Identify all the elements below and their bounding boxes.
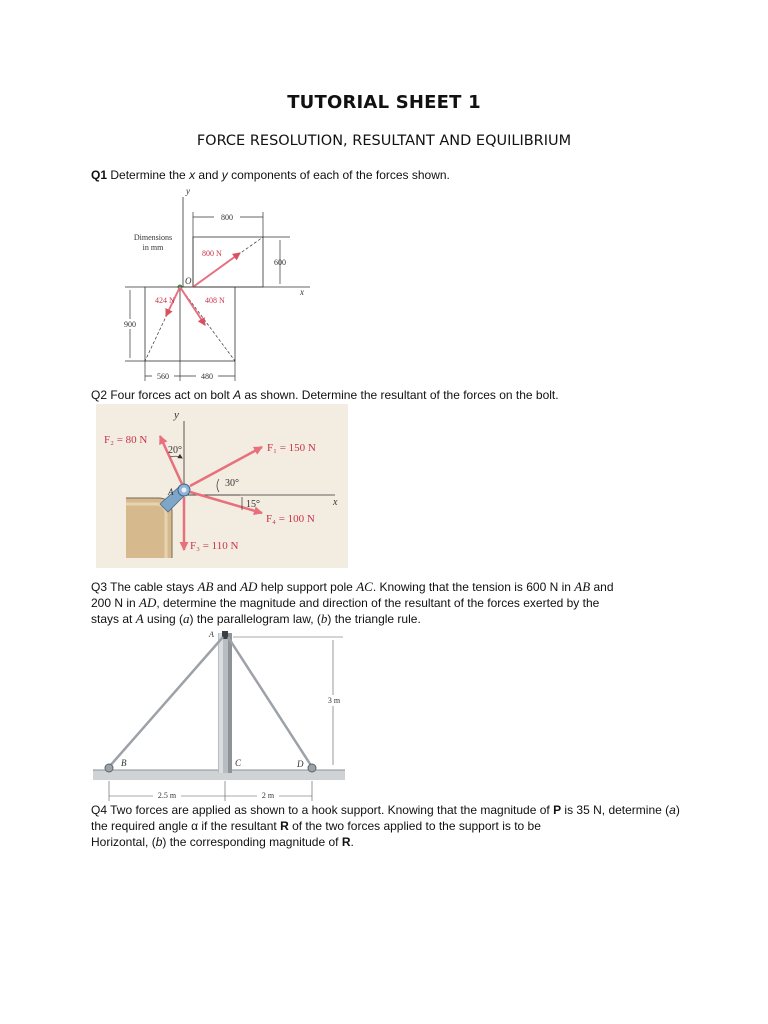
q2-bolt-center — [182, 488, 187, 493]
q2-bolt: A — [233, 388, 242, 402]
q2-text-a: Q2 Four forces act on bolt — [91, 388, 234, 402]
q4-line-1 — [91, 802, 691, 818]
q3-dim-3m: 3 m — [327, 696, 341, 705]
q3-label-b: B — [121, 758, 127, 768]
q4-l1-b: is 35 N, determine ( — [561, 803, 670, 817]
q1-text-a: Determine the — [107, 168, 190, 182]
q1-force-800-arrow — [193, 253, 240, 287]
q3-pb: b — [320, 611, 328, 626]
q2-angle-30: 30° — [225, 478, 239, 489]
q1-x-axis-label: x — [300, 287, 304, 297]
q3-l3-a: stays at — [91, 612, 136, 626]
q1-text-b: and — [195, 168, 222, 182]
q3-l3-b: using ( — [143, 612, 183, 626]
q2-point-label: A — [168, 487, 174, 497]
q3-l2-b: , determine the magnitude and direction of the resultant of the forces exerted by the — [156, 596, 600, 610]
q3-l3-c: ) the parallelogram law, ( — [189, 612, 321, 626]
q4-l1-a: Q4 Two forces are applied as shown to a hook support. Knowing that the magnitude of — [91, 803, 554, 817]
q4-l1-c: ) — [675, 803, 680, 817]
page-title: TUTORIAL SHEET 1 — [287, 92, 481, 113]
q3-ad2: AD — [139, 595, 157, 610]
q4-line-3 — [91, 834, 691, 850]
q4-l3-b: ) the corresponding magnitude of — [162, 835, 342, 849]
q1-text-c: components of each of the forces shown. — [227, 168, 450, 182]
q3-anchor-d — [308, 764, 316, 772]
q4-l2-a: the required angle α if the resultant — [91, 819, 281, 833]
q4-b: b — [155, 835, 163, 849]
q4-l3-a: Horizontal, ( — [91, 835, 156, 849]
q3-line-1 — [91, 579, 691, 595]
q3-l3-d: ) the triangle rule. — [327, 612, 421, 626]
q1-dims-line1: Dimensions — [133, 233, 173, 242]
q3-l1-b: and — [213, 580, 241, 594]
q3-l1-c: help support pole — [257, 580, 357, 594]
q1-dim-900: 900 — [124, 320, 136, 329]
question-1-number: Q1 — [91, 168, 108, 182]
q3-ab2: AB — [574, 579, 591, 594]
q1-dim-560: 560 — [157, 372, 169, 381]
q1-dim-600: 600 — [274, 258, 286, 267]
q3-cable-ab — [109, 637, 223, 767]
q3-cable-ad — [228, 637, 312, 767]
q1-dims-line2: in mm — [142, 243, 164, 252]
q2-f2-label: F₂ = 80 N — [104, 434, 148, 446]
q1-y: y — [221, 168, 228, 182]
q1-origin-label: O — [185, 276, 192, 286]
q4-l3-c: . — [350, 835, 354, 849]
q3-l2-a: 200 N in — [91, 596, 140, 610]
q3-dim-25m: 2.5 m — [157, 791, 177, 800]
q3-pole-highlight — [219, 633, 223, 773]
q1-y-axis-label: y — [186, 186, 190, 196]
q3-line-2 — [91, 595, 691, 611]
q3-l1-a: Q3 The cable stays — [91, 580, 198, 594]
q3-a: A — [135, 611, 144, 626]
q2-text-b: as shown. Determine the resultant of the forces on the bolt. — [241, 388, 559, 402]
q2-x-axis-label: x — [333, 497, 338, 508]
page-subtitle: FORCE RESOLUTION, RESULTANT AND EQUILIBRIUM — [196, 133, 572, 149]
q2-figure — [96, 404, 348, 568]
question-1 — [91, 167, 691, 183]
q3-l1-e: and — [590, 580, 614, 594]
q1-figure — [110, 185, 330, 385]
q3-pa: a — [183, 611, 190, 626]
q1-force-408-label: 408 N — [205, 296, 225, 305]
q1-dim-800: 800 — [221, 213, 233, 222]
q4-r: R — [280, 819, 289, 833]
q2-angle-15: 15° — [246, 499, 260, 510]
q3-pole-shadow — [228, 633, 232, 773]
q1-force-800-label: 800 N — [202, 249, 222, 258]
q3-l1-d: . Knowing that the tension is 600 N in — [372, 580, 575, 594]
q3-label-a: A — [209, 630, 214, 639]
q1-force-424-label: 424 N — [155, 296, 175, 305]
q1-x: x — [189, 168, 196, 182]
q2-f3-label: F₃ = 110 N — [190, 540, 239, 552]
q3-label-c: C — [235, 758, 242, 768]
q2-y-axis-label: y — [174, 409, 179, 421]
question-3 — [91, 579, 691, 627]
question-4 — [91, 802, 691, 850]
q3-anchor-b — [105, 764, 113, 772]
q4-l2-b: of the two forces applied to the support is to be — [288, 819, 541, 833]
q4-p: P — [553, 803, 562, 817]
question-2 — [91, 387, 691, 403]
q4-a: a — [669, 803, 676, 817]
q2-f4-label: F₄ = 100 N — [266, 513, 315, 525]
q1-dim-480: 480 — [201, 372, 213, 381]
q1-force-408-arrow — [180, 287, 205, 325]
q3-ad: AD — [240, 579, 258, 594]
q3-figure — [92, 625, 352, 803]
q4-line-2 — [91, 818, 691, 834]
q3-ab: AB — [197, 579, 214, 594]
q2-f1-label: F₁ = 150 N — [267, 442, 316, 454]
q3-label-d: D — [297, 759, 304, 769]
q3-ac: AC — [356, 579, 373, 594]
q2-angle-20: 20° — [168, 445, 182, 456]
q3-dim-2m: 2 m — [261, 791, 275, 800]
q4-r2: R — [341, 835, 351, 849]
